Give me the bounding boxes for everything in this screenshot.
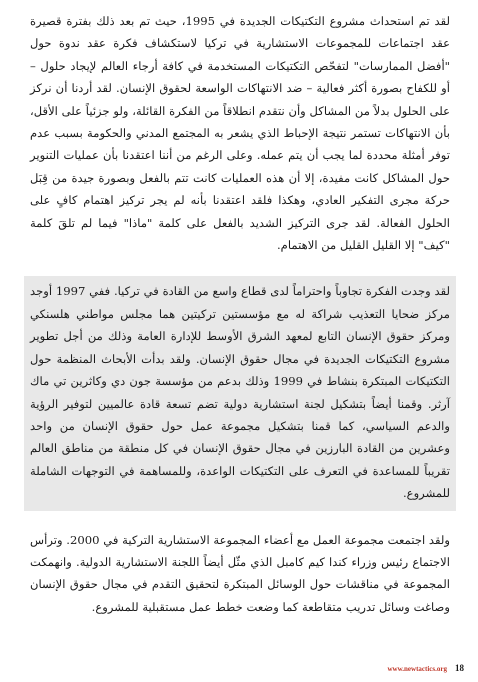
website-url[interactable]: www.newtactics.org (387, 665, 447, 673)
paragraph-2: لقد وجدت الفكرة تجاوباً واحتراماً لدى قطاع واسع من القادة في تركيا. ففي 1997 أوجد مركز ضحايا التعذيب شراكة له مع مؤسستين تركيتين هما مجلس مواطني هلسنكي ومركز حقوق الإنسان التابع لمعهد الشرق الأوسط للإدارة العامة وذلك من أجل تطوير مشروع التكتيكات الجديدة في مجال حقوق الإنسان. ولقد بدأت الأبحاث المنظمة حول التكتيكات المبتكرة بنشاط في 1999 وذلك بدعم من مؤسسة جون دي وكاثرين تي ماك آرثر. وقمنا أيضاً بتشكيل لجنة استشارية دولية تضم تسعة قادة عالميين لتوفير الرؤية والدعم السياسي، كما قمنا بتشكيل مجموعة عمل حول حقوق الإنسان من واحد وعشرين من القادة البارزين في مجال حقوق الإنسان في كل منطقة من مناطق العالم تقريباً للمساعدة في التعرف على التكتيكات الواعدة، وللمساهمة في التوجهات الشاملة للمشروع. (24, 276, 456, 510)
page-number: 18 (455, 663, 464, 673)
body-content (24, 6, 456, 624)
page-footer (388, 663, 465, 673)
paragraph-3: ولقد اجتمعت مجموعة العمل مع أعضاء المجموعة الاستشارية التركية في 2000. وترأس الاجتماع رئيس وزراء كندا كيم كامبل الذي مثّل أيضاً اللجنة الاستشارية الدولية. وانهمكت المجموعة في مناقشات حول الوسائل المبتكرة لتحقيق التقدم في مجال حقوق الإنسان وصاغت وسائل تدريب متقاطعة كما وضعت خطط عمل مستقبلية للمشروع. (30, 532, 450, 614)
paragraph-1: لقد تم استحداث مشروع التكتيكات الجديدة في 1995، حيث تم بعد ذلك بفترة قصيرة عقد اجتماعات للمجموعات الاستشارية في تركيا لاستكشاف فكرة عقد ندوة حول "أفضل الممارسات" لتفحّص التكتيكات المستخدمة في كافة أرجاء العالم لإيجاد حلول – أو للكفاح بصورة أكثر فعالية – ضد الانتهاكات الواسعة لحقوق الإنسان. لقد أردنا أن نركز على الحلول بدلاً من المشاكل وأن نتقدم انطلاقاً من الفكرة القائلة، ولو جزئياً على الأقل، بأن الانتهاكات تستمر نتيجة الإحباط الذي يشعر به المجتمع المدني والحكومة بسبب عدم توفر أمثلة محددة لما يجب أن يتم عمله. وعلى الرغم من أننا اعتقدنا بأن عمليات التنوير حول المشاكل كانت مفيدة، إلا أن هذه العمليات كانت تتم بالفعل وبصورة جيدة من قِبَل حركة مجرى التفكير العادي، وهكذا فلقد اعتقدنا بأنه لم يجر تركيز اهتمام كافٍ على الحلول الفعالة. لقد جرى التركيز الشديد بالفعل على كلمة "ماذا" فيما لم تلقَ كلمة "كيف" إلا القليل القليل من الاهتمام. (30, 14, 450, 253)
